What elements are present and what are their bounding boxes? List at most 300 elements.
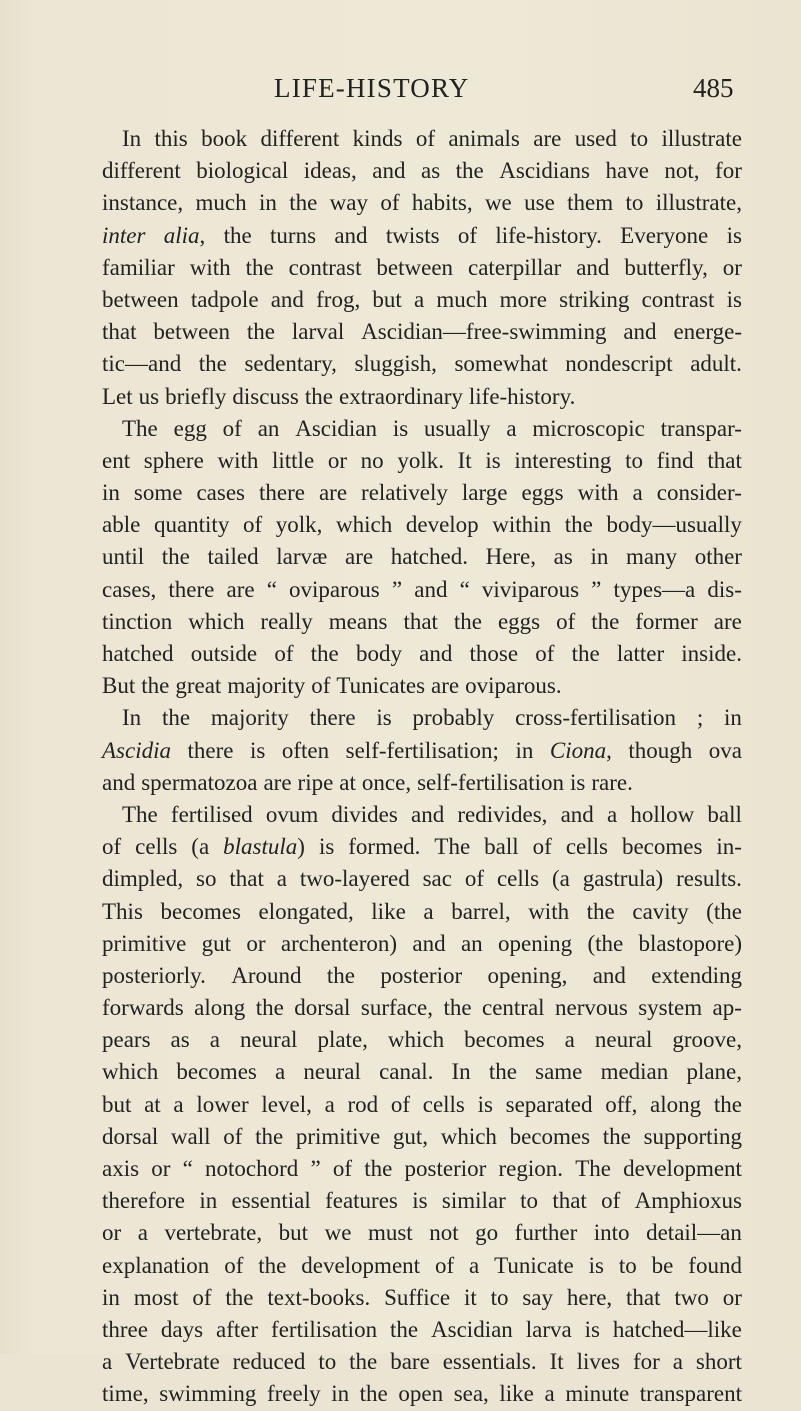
word: biological <box>196 158 289 184</box>
word: Here, <box>485 544 537 570</box>
word: not, <box>664 158 700 184</box>
word: oviparous <box>289 576 380 602</box>
word: It <box>457 447 472 473</box>
word: to <box>318 1349 337 1375</box>
word: the <box>359 1381 388 1407</box>
word: are <box>431 673 460 699</box>
word: ” <box>310 1156 321 1181</box>
word: vertebrate, <box>164 1220 263 1246</box>
word: text-books. <box>267 1284 371 1310</box>
word: nervous <box>554 995 628 1021</box>
word: fertilised <box>170 801 253 827</box>
word: striking <box>559 286 630 312</box>
word: plane, <box>686 1059 742 1085</box>
word: along <box>650 1091 702 1117</box>
word: this <box>154 126 188 151</box>
word: interesting <box>514 447 612 473</box>
word: the <box>310 641 339 666</box>
word: detail—an <box>646 1220 742 1246</box>
word: within <box>492 512 552 538</box>
word: Around <box>231 962 302 988</box>
text-line <box>102 413 742 445</box>
word: are <box>318 480 348 506</box>
word: yolk. <box>397 447 444 473</box>
word: cases, <box>102 576 157 602</box>
word: way <box>329 190 368 216</box>
word: dorsal <box>102 1123 159 1149</box>
word: consider- <box>656 480 742 506</box>
word: of <box>601 1188 621 1214</box>
word: The <box>575 1156 611 1181</box>
word: but <box>102 1091 132 1117</box>
word: and <box>623 319 657 345</box>
word: blastula) <box>223 831 305 863</box>
word: ” <box>591 576 602 602</box>
word: “ <box>182 1156 193 1181</box>
word: that <box>403 608 438 634</box>
word: energe- <box>673 319 742 345</box>
word: surface, <box>360 995 434 1021</box>
word: which <box>336 512 393 538</box>
word: the <box>488 1059 517 1085</box>
word: illustrate, <box>655 190 742 216</box>
word: therefore <box>102 1188 185 1214</box>
word: microscopic <box>532 415 645 441</box>
word: that <box>707 447 742 473</box>
word: of <box>532 834 552 860</box>
word: is <box>485 447 501 473</box>
word: are <box>713 608 742 634</box>
word: much <box>195 190 247 216</box>
word: familiar <box>102 254 175 280</box>
text-line <box>102 284 742 316</box>
word: of <box>457 222 478 248</box>
word: so <box>196 866 217 892</box>
word: essential <box>231 1188 311 1214</box>
word: neural <box>303 1059 361 1085</box>
word: of <box>242 512 263 538</box>
word: sedentary, <box>244 351 337 377</box>
word: and <box>414 576 448 602</box>
word: the <box>225 1284 254 1310</box>
word: of <box>224 1252 244 1278</box>
word: is <box>318 834 335 860</box>
word: alia, <box>164 220 206 252</box>
text-line <box>102 348 742 380</box>
text-line <box>102 316 742 348</box>
word: the <box>245 254 274 280</box>
word: transparent <box>639 1381 742 1407</box>
word: go <box>475 1220 499 1246</box>
word: develop <box>405 512 479 538</box>
word: bare <box>390 1349 430 1375</box>
word: and <box>270 286 304 312</box>
word: with <box>189 254 231 280</box>
word: for <box>715 158 742 184</box>
word: to <box>625 447 643 473</box>
word: for <box>632 1349 660 1375</box>
word: is <box>376 705 392 731</box>
word: along <box>194 995 246 1021</box>
word: usually <box>424 415 491 441</box>
word: swimming <box>159 1381 257 1407</box>
word: region. <box>498 1156 563 1181</box>
word: freely <box>266 1381 321 1407</box>
word: rare. <box>591 769 633 795</box>
word: in <box>590 544 609 570</box>
word: between <box>102 286 179 312</box>
word: that <box>552 1188 587 1214</box>
text-line <box>102 992 742 1024</box>
word: becomes <box>160 898 241 924</box>
word: is <box>569 769 586 795</box>
word: spermatozoa <box>141 769 258 795</box>
word: there <box>258 480 305 506</box>
word: opening, <box>487 962 568 988</box>
word: nondescript <box>565 351 673 377</box>
word: types—a <box>613 576 696 602</box>
word: system <box>638 995 703 1021</box>
word: them <box>567 190 614 216</box>
word: fertilisation <box>271 1316 378 1342</box>
word: a <box>506 415 517 441</box>
word: of <box>415 126 435 151</box>
word: In <box>122 705 142 731</box>
word: there <box>187 737 234 763</box>
text-line <box>102 799 742 831</box>
word: further <box>514 1220 578 1246</box>
text-line <box>102 1250 742 1282</box>
word: yolk, <box>275 512 323 538</box>
text-line <box>102 1185 742 1217</box>
text-line <box>102 1121 742 1153</box>
word: the <box>141 673 170 699</box>
word: with <box>217 447 259 473</box>
word: other <box>694 544 742 570</box>
word: features <box>325 1188 398 1214</box>
word: viviparous <box>481 576 580 602</box>
word: is <box>412 1188 428 1214</box>
word: great <box>175 673 222 699</box>
word: a <box>275 1059 286 1085</box>
word: of <box>223 1123 243 1149</box>
word: The <box>122 801 158 827</box>
word: with <box>577 480 619 506</box>
word: archenteron) <box>280 930 398 956</box>
word: pears <box>102 1027 151 1053</box>
word: once, <box>361 769 412 795</box>
word: in <box>102 1284 120 1310</box>
word: not <box>429 1220 459 1246</box>
word: must <box>367 1220 413 1246</box>
word: rod <box>347 1091 379 1117</box>
word: the <box>390 1316 419 1342</box>
word: wall <box>170 1123 211 1149</box>
word: a <box>276 866 287 892</box>
word: larval <box>291 319 345 345</box>
word: which <box>102 1059 159 1085</box>
word: briefly <box>165 383 227 409</box>
word: a <box>564 1027 575 1053</box>
word: extraordinary <box>338 383 463 409</box>
word: of <box>556 608 576 634</box>
word: there <box>168 576 215 602</box>
text-line <box>102 1056 742 1088</box>
word: butterfly, <box>624 254 708 280</box>
word: an <box>460 930 483 956</box>
word: the <box>198 351 227 377</box>
word: a <box>324 1091 335 1117</box>
word: ovum <box>265 801 319 827</box>
word: “ <box>266 576 277 602</box>
word: and <box>372 158 406 184</box>
word: that <box>102 319 137 345</box>
word: as <box>420 158 441 184</box>
word: ent <box>102 447 131 473</box>
word: hollow <box>630 801 695 827</box>
word: ” <box>391 576 403 602</box>
word: in <box>724 705 742 731</box>
word: somewhat <box>454 351 548 377</box>
word: dimpled, <box>102 866 184 892</box>
word: lower <box>196 1091 249 1117</box>
word: into <box>593 1220 630 1246</box>
word: a <box>632 480 643 506</box>
word: those <box>469 641 519 666</box>
word: cells <box>496 866 540 892</box>
word: cases <box>196 480 245 506</box>
word: the <box>223 222 252 248</box>
word: sphere <box>143 447 204 473</box>
word: or <box>151 1156 171 1181</box>
word: is <box>392 415 409 441</box>
word: minute <box>565 1381 630 1407</box>
word: is <box>726 222 742 248</box>
word: between <box>153 319 231 345</box>
word: of <box>464 866 485 892</box>
word: Ascidian <box>295 415 378 441</box>
word: quantity <box>153 512 230 538</box>
word: the <box>326 962 356 988</box>
text-line <box>102 896 742 928</box>
word: opening <box>498 930 573 956</box>
word: are <box>533 126 562 151</box>
text-line <box>102 1378 742 1410</box>
word: be <box>651 1252 674 1278</box>
word: able <box>102 512 141 538</box>
word: divides <box>331 801 398 827</box>
word: of <box>332 1156 353 1181</box>
word: contrast <box>641 286 715 312</box>
word: more <box>499 286 547 312</box>
word: central <box>481 995 545 1021</box>
word: there <box>309 705 356 731</box>
word: at <box>339 769 356 795</box>
word: larvæ <box>276 544 328 570</box>
word: the <box>591 608 620 634</box>
word: gut, <box>392 1123 429 1149</box>
word: instance, <box>102 190 184 216</box>
word: primitive <box>295 1123 381 1149</box>
word: groove, <box>672 1027 742 1053</box>
word: are <box>344 544 374 570</box>
word: Suffice <box>384 1284 451 1310</box>
word: and <box>560 801 594 827</box>
word: have <box>605 158 649 184</box>
word: a <box>209 1027 220 1053</box>
word: axis <box>102 1156 140 1181</box>
text-line <box>102 831 742 863</box>
word: supporting <box>643 1123 742 1149</box>
word: kinds <box>352 126 403 151</box>
word: relatively <box>361 480 448 506</box>
word: ap- <box>712 995 742 1021</box>
word: a <box>469 1252 480 1278</box>
word: Ciona, <box>550 735 612 767</box>
word: ; <box>696 705 704 731</box>
word: development <box>301 1252 421 1278</box>
word: and <box>410 801 445 827</box>
word: former <box>635 608 698 634</box>
word: self-fertilisation <box>417 769 564 795</box>
word: time, <box>102 1381 149 1407</box>
word: probably <box>412 705 495 731</box>
word: after <box>215 1316 259 1342</box>
word: Tunicate <box>494 1252 574 1278</box>
word: discuss <box>232 383 299 409</box>
text-line <box>102 1217 742 1249</box>
word: majority <box>210 705 289 731</box>
word: of <box>311 673 331 699</box>
word: neural <box>239 1027 298 1053</box>
word: oviparous. <box>465 673 562 699</box>
text-line <box>102 960 742 992</box>
text-line <box>102 187 742 219</box>
text-line <box>102 1024 742 1056</box>
word: find <box>656 447 694 473</box>
word: Ascidian—free-swimming <box>361 319 607 345</box>
word: at <box>144 1091 161 1117</box>
word: Vertebrate <box>125 1349 220 1375</box>
word: or <box>722 254 742 280</box>
word: the <box>349 1349 378 1375</box>
word: development <box>623 1156 742 1181</box>
word: the <box>255 1123 284 1149</box>
word: the <box>364 1156 393 1181</box>
word: different <box>260 126 340 151</box>
word: a <box>544 1381 555 1407</box>
word: much <box>436 286 488 312</box>
text-line <box>102 1153 742 1185</box>
word: the <box>246 319 276 345</box>
word: (a <box>551 866 570 892</box>
text-line <box>102 381 742 413</box>
word: dis- <box>707 576 742 602</box>
word: the <box>586 898 615 924</box>
word: short <box>695 1349 742 1375</box>
word: of <box>434 1252 455 1278</box>
word: level, <box>261 1091 312 1117</box>
word: Amphioxus <box>634 1188 742 1214</box>
word: off, <box>605 1091 638 1117</box>
word: gut <box>201 930 232 956</box>
word: becomes <box>621 834 703 860</box>
word <box>102 220 145 252</box>
word: It <box>549 1349 564 1375</box>
word: which <box>387 1027 445 1053</box>
word: canal. <box>379 1059 434 1085</box>
word: Ascidian <box>431 1316 513 1342</box>
word: some <box>133 480 183 506</box>
word: with <box>528 898 570 924</box>
body-text <box>102 123 742 1411</box>
running-head <box>0 68 801 108</box>
word: which <box>440 1123 497 1149</box>
word: to <box>490 1284 509 1310</box>
text-line <box>102 155 742 187</box>
word: contrast <box>288 254 362 280</box>
word: of <box>222 415 242 441</box>
word: “ <box>459 576 470 602</box>
word: dorsal <box>294 995 351 1021</box>
page-number: 485 <box>693 73 734 103</box>
word: In <box>122 126 142 151</box>
word: Tunicates <box>336 673 426 699</box>
word: tailed <box>207 544 259 570</box>
word: barrel, <box>451 898 511 924</box>
text-line <box>102 1346 742 1378</box>
word: majority <box>227 673 306 699</box>
word: large <box>461 480 508 506</box>
word: to <box>625 190 644 216</box>
word: lives <box>576 1349 621 1375</box>
word: many <box>625 544 678 570</box>
word: and <box>419 641 453 666</box>
word: of <box>192 1284 212 1310</box>
word: essentials. <box>442 1349 537 1375</box>
word: inside. <box>681 641 742 666</box>
word: here, <box>566 1284 613 1310</box>
word: ideas, <box>303 158 357 184</box>
word: us <box>138 383 160 409</box>
text-line <box>102 606 742 638</box>
word: in <box>258 190 277 216</box>
word: is <box>584 1316 600 1342</box>
word: the <box>304 383 333 409</box>
word: redivides, <box>457 801 548 827</box>
word: is <box>477 1091 493 1117</box>
word: ripe <box>297 769 334 795</box>
word: found <box>688 1252 742 1278</box>
word: but <box>278 1220 309 1246</box>
word: eggs <box>497 608 541 634</box>
text-line <box>102 574 742 606</box>
word: turns <box>270 222 317 248</box>
word: results. <box>676 866 742 892</box>
word: of <box>535 641 555 666</box>
word: to <box>618 1252 637 1278</box>
word <box>102 735 171 767</box>
word: between <box>376 254 454 280</box>
word: tic—and <box>102 351 182 377</box>
word: and <box>102 769 136 795</box>
word: the <box>289 190 318 216</box>
word: cells <box>135 834 178 860</box>
italic-word: blastula <box>223 834 298 860</box>
word: to <box>630 126 649 151</box>
word: adult. <box>690 351 742 377</box>
word: though <box>628 737 693 763</box>
